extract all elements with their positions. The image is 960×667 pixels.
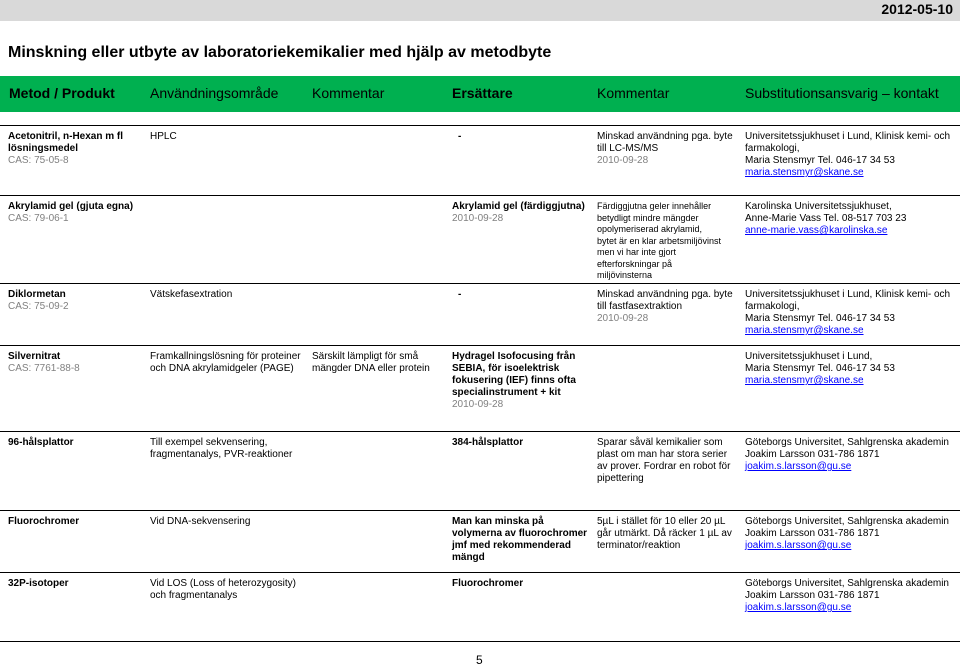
cell-usage-line: Till exempel sekvensering, bbox=[150, 437, 268, 448]
cell-comment-2 bbox=[597, 516, 732, 552]
table-row bbox=[0, 283, 960, 284]
cell-contact-line: Joakim Larsson 031-786 1871 bbox=[745, 528, 880, 539]
cell-replacement-line: 384-hålsplattor bbox=[452, 437, 524, 448]
cell-comment-1-line: Särskilt lämpligt för små bbox=[312, 351, 419, 362]
cell-replacement bbox=[452, 516, 587, 564]
document-date: 2012-05-10 bbox=[881, 1, 953, 17]
cell-usage-line: Framkallningslösning för proteiner bbox=[150, 351, 301, 362]
cell-replacement bbox=[452, 201, 585, 225]
cell-contact-line: Karolinska Universitetssjukhuset, bbox=[745, 201, 892, 212]
cell-comment-2-line: men vi har inte gjort bbox=[597, 247, 677, 257]
cell-usage-line: Vid DNA-sekvensering bbox=[150, 516, 251, 527]
cell-comment-1-line: mängder DNA eller protein bbox=[312, 363, 430, 374]
cell-product bbox=[8, 351, 80, 375]
cas-number: CAS: 7761-88-8 bbox=[8, 363, 80, 374]
cell-contact bbox=[745, 516, 949, 552]
cell-product-line: 96-hålsplattor bbox=[8, 437, 74, 448]
cas-number: CAS: 75-09-2 bbox=[8, 301, 69, 312]
cell-contact bbox=[745, 351, 895, 387]
cell-comment-2 bbox=[597, 289, 733, 325]
cell-comment-2 bbox=[597, 131, 733, 167]
cell-comment-2-line: till LC-MS/MS bbox=[597, 143, 659, 154]
cell-replacement-line: - bbox=[458, 289, 462, 300]
cell-product-line: Akrylamid gel (gjuta egna) bbox=[8, 201, 134, 212]
cell-usage bbox=[150, 351, 301, 375]
cell-contact-line: Maria Stensmyr Tel. 046-17 34 53 bbox=[745, 363, 895, 374]
cell-comment-2-line: 5µL i stället för 10 eller 20 µL bbox=[597, 516, 726, 527]
page-title: Minskning eller utbyte av laboratoriekemikalier med hjälp av metodbyte bbox=[8, 44, 552, 61]
cell-replacement-line: jmf med rekommenderad bbox=[452, 540, 571, 551]
cell-replacement bbox=[458, 131, 461, 143]
cell-product bbox=[8, 437, 74, 449]
cell-comment-2-line: till fastfasextraktion bbox=[597, 301, 683, 312]
cas-number: CAS: 79-06-1 bbox=[8, 213, 69, 224]
cell-contact-line: Universitetssjukhuset i Lund, Klinisk kemi- och bbox=[745, 289, 951, 300]
header-kommentar-1: Kommentar bbox=[312, 85, 385, 101]
cell-usage-line: och DNA akrylamidgeler (PAGE) bbox=[150, 363, 294, 374]
comment-date: 2010-09-28 bbox=[597, 313, 649, 324]
contact-email-link[interactable]: anne-marie.vass@karolinska.se bbox=[745, 225, 888, 236]
cell-comment-2-line: bytet är en klar arbetsmiljövinst bbox=[597, 235, 722, 246]
cell-contact bbox=[745, 201, 906, 237]
cell-replacement-line: Fluorochromer bbox=[452, 578, 524, 589]
contact-email-link[interactable]: maria.stensmyr@skane.se bbox=[745, 325, 864, 336]
comment-date: 2010-09-28 bbox=[597, 155, 649, 166]
cell-contact bbox=[745, 437, 949, 473]
cell-replacement-line: - bbox=[458, 131, 462, 142]
replacement-date: 2010-09-28 bbox=[452, 213, 504, 224]
cell-replacement-line: Man kan minska på bbox=[452, 516, 544, 527]
cell-product bbox=[8, 289, 69, 313]
cell-product-line: Silvernitrat bbox=[8, 351, 61, 362]
cell-comment-1 bbox=[312, 351, 430, 375]
cell-usage bbox=[150, 437, 292, 461]
cell-contact-line: Anne-Marie Vass Tel. 08-517 703 23 bbox=[745, 213, 907, 224]
cell-usage-line: och fragmentanalys bbox=[150, 590, 238, 601]
table-header bbox=[0, 76, 960, 112]
cell-comment-2 bbox=[597, 201, 721, 282]
cell-replacement-line: SEBIA, för isoelektrisk bbox=[452, 363, 560, 374]
cell-contact-line: farmakologi, bbox=[745, 301, 800, 312]
cell-comment-2-line: Färdiggjutna geler innehåller bbox=[597, 201, 712, 211]
cell-usage-line: Vid LOS (Loss of heterozygosity) bbox=[150, 578, 296, 589]
cell-replacement-line: Akrylamid gel (färdiggjutna) bbox=[452, 201, 585, 212]
cell-comment-2-line: pipettering bbox=[597, 473, 644, 484]
cell-comment-2-line: miljövinsterna bbox=[597, 270, 653, 280]
cell-usage bbox=[150, 578, 296, 602]
cell-comment-2-line: terminator/reaktion bbox=[597, 540, 681, 551]
contact-email-link[interactable]: maria.stensmyr@skane.se bbox=[745, 167, 864, 178]
cell-product-line: Fluorochromer bbox=[8, 516, 80, 527]
page-footer-line bbox=[0, 641, 960, 642]
cas-number: CAS: 75-05-8 bbox=[8, 155, 69, 166]
cell-comment-2-line: Minskad användning pga. byte bbox=[597, 131, 733, 142]
cell-usage bbox=[150, 131, 177, 143]
cell-replacement-line: fokusering (IEF) finns ofta bbox=[452, 375, 576, 386]
cell-replacement-line: specialinstrument + kit bbox=[452, 387, 561, 398]
contact-email-link[interactable]: joakim.s.larsson@gu.se bbox=[745, 540, 852, 551]
cell-contact-line: Göteborgs Universitet, Sahlgrenska akademin bbox=[745, 516, 949, 527]
contact-email-link[interactable]: joakim.s.larsson@gu.se bbox=[745, 461, 852, 472]
cell-replacement-line: mängd bbox=[452, 552, 485, 563]
cell-product-line: Acetonitril, n-Hexan m fl bbox=[8, 131, 124, 142]
table-row bbox=[0, 510, 960, 511]
cell-product bbox=[8, 131, 123, 167]
cell-contact-line: Joakim Larsson 031-786 1871 bbox=[745, 590, 880, 601]
replacement-date: 2010-09-28 bbox=[452, 399, 504, 410]
page-number: 5 bbox=[476, 653, 483, 667]
contact-email-link[interactable]: maria.stensmyr@skane.se bbox=[745, 375, 864, 386]
cell-comment-2-line: opolymeriserad akrylamid, bbox=[597, 224, 703, 234]
table-row bbox=[0, 195, 960, 196]
cell-product-line: Diklormetan bbox=[8, 289, 66, 300]
cell-contact-line: farmakologi, bbox=[745, 143, 800, 154]
cell-usage-line: fragmentanalys, PVR-reaktioner bbox=[150, 449, 293, 460]
cell-comment-2-line: Sparar såväl kemikalier som bbox=[597, 437, 723, 448]
cell-replacement bbox=[452, 578, 523, 590]
cell-contact-line: Universitetssjukhuset i Lund, bbox=[745, 351, 873, 362]
cell-replacement bbox=[458, 289, 461, 301]
cell-comment-2 bbox=[597, 437, 730, 485]
cell-replacement-line: Hydragel Isofocusing från bbox=[452, 351, 576, 362]
cell-contact bbox=[745, 289, 950, 337]
header-ansvarig: Substitutionsansvarig – kontakt bbox=[745, 85, 939, 101]
cell-usage bbox=[150, 516, 250, 528]
header-anvandning: Användningsområde bbox=[150, 85, 279, 101]
header-metod: Metod / Produkt bbox=[9, 85, 115, 101]
header-kommentar-2: Kommentar bbox=[597, 85, 670, 101]
cell-comment-2-line: går utmärkt. Då räcker 1 µL av bbox=[597, 528, 732, 539]
cell-comment-2-line: Minskad användning pga. byte bbox=[597, 289, 733, 300]
cell-usage bbox=[150, 289, 232, 301]
cell-comment-2-line: efterforskningar på bbox=[597, 258, 673, 269]
table-row bbox=[0, 431, 960, 432]
cell-product bbox=[8, 516, 79, 528]
cell-usage-line: Vätskefasextration bbox=[150, 289, 233, 300]
cell-contact-line: Maria Stensmyr Tel. 046-17 34 53 bbox=[745, 155, 895, 166]
cell-replacement bbox=[452, 437, 523, 449]
cell-product-line: 32P-isotoper bbox=[8, 578, 69, 589]
cell-replacement-line: volymerna av fluorochromer bbox=[452, 528, 588, 539]
cell-contact-line: Göteborgs Universitet, Sahlgrenska akademin bbox=[745, 578, 949, 589]
table-row bbox=[0, 572, 960, 573]
cell-replacement bbox=[452, 351, 576, 411]
cell-usage-line: HPLC bbox=[150, 131, 177, 142]
cell-contact-line: Göteborgs Universitet, Sahlgrenska akademin bbox=[745, 437, 949, 448]
cell-product bbox=[8, 201, 133, 225]
cell-contact-line: Universitetssjukhuset i Lund, Klinisk kemi- och bbox=[745, 131, 951, 142]
cell-product bbox=[8, 578, 69, 590]
contact-email-link[interactable]: joakim.s.larsson@gu.se bbox=[745, 602, 852, 613]
cell-product-line: lösningsmedel bbox=[8, 143, 79, 154]
cell-comment-2-line: betydligt mindre mängder bbox=[597, 212, 699, 223]
cell-contact bbox=[745, 578, 949, 614]
table-row bbox=[0, 345, 960, 346]
top-bar bbox=[0, 0, 960, 21]
header-ersattare: Ersättare bbox=[452, 85, 513, 101]
cell-comment-2-line: av prover. Fordrar en robot för bbox=[597, 461, 731, 472]
cell-contact-line: Joakim Larsson 031-786 1871 bbox=[745, 449, 880, 460]
table-row bbox=[0, 125, 960, 126]
cell-contact-line: Maria Stensmyr Tel. 046-17 34 53 bbox=[745, 313, 895, 324]
cell-comment-2-line: plast om man har stora serier bbox=[597, 449, 728, 460]
cell-contact bbox=[745, 131, 950, 179]
